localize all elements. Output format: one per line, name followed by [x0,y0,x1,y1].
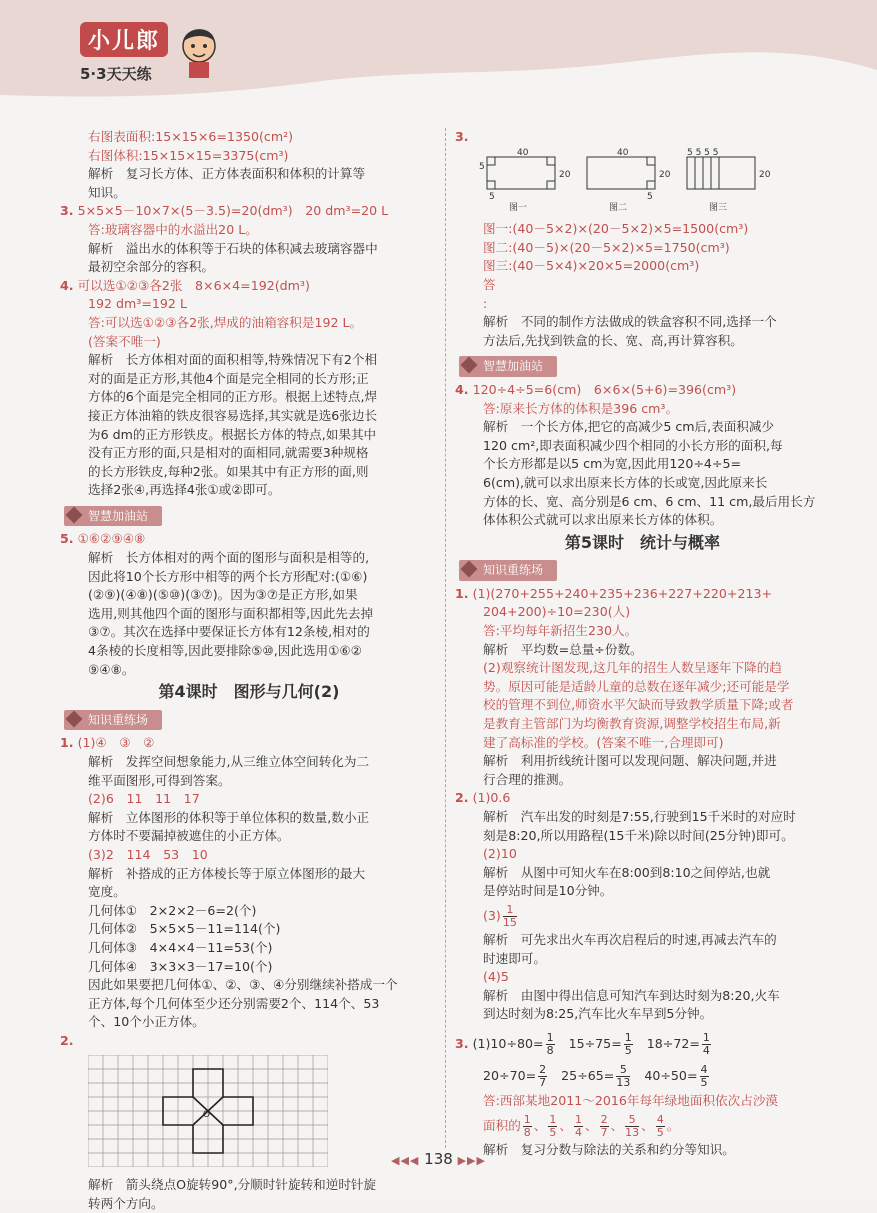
calc-line: 几何体② 5×5×5－11=114(个) [88,921,281,937]
question-3 [60,202,438,221]
analysis-line: 行合理的推测。 [483,771,572,787]
lesson-title: 第4课时 图形与几何(2) [158,682,340,702]
analysis-line: 知识。 [88,184,126,200]
fraction [548,1114,557,1139]
answer-line: (1)④ ③ ② [77,735,155,751]
section-bar: 知识重练场 [64,710,162,731]
series-title: 5·3天天练 [80,65,152,83]
fraction-denominator: 7 [600,1125,608,1139]
frac-expr [561,1062,632,1089]
fig2-name: 图二 [609,202,628,213]
analysis-line: 为6 dm的正方形铁皮。根据长方体的特点,如果其中 [88,426,377,442]
question-number: 1. [60,735,74,751]
analysis-line: 解析 不同的制作方法做成的铁盒容积不同,选择一个 [483,314,777,330]
analysis-line: 时速即可。 [483,950,546,966]
analysis-line: ③⑦。其次在选择中要保证长方体有12条棱,相对的 [88,624,370,640]
fraction-denominator: 15 [502,915,517,929]
question-number: 3. [455,129,469,144]
brand-title: 小儿郎 [80,22,168,57]
analysis-line: (②⑨)(④⑧)(⑤⑩)(③⑦)。因为③⑦是正方形,如果 [88,587,358,603]
analysis-line: 方体的长、宽、高分别是6 cm、6 cm、11 cm,最后用长方 [483,493,816,509]
fraction-numerator: 1 [503,904,517,917]
expr-text: 15÷75= [568,1035,622,1051]
fraction-numerator: 1 [549,1112,557,1126]
question-number: 2. [60,1032,74,1048]
analysis-line: 方体时不要漏掉被遮住的小正方体。 [88,828,290,844]
box-figures-svg [479,147,779,213]
lesson-title: 第5课时 统计与概率 [564,532,721,552]
analysis-line: 解析 一个长方体,把它的高减少5 cm后,表面积减少 [483,419,775,435]
analysis-line: 的长方形铁皮,每种2张。如果其中有正方形的面,则 [88,463,369,479]
analysis-line: 是停站时间是10分钟。 [483,883,613,899]
answer-line: (4)5 [483,969,509,985]
analysis-line: 体体积公式就可以求出原来长方体的体积。 [483,512,723,528]
answer-line: 建了高标准的学校。(答案不唯一,合理即可) [483,734,724,750]
analysis-line: 个长方形都是以5 cm为宽,因此用120÷4÷5= [483,456,742,472]
answer-line: (2)10 [483,846,517,862]
answer-line: (2)6 11 11 17 [88,791,200,807]
right-arrows-icon: ▶▶▶ [457,1154,486,1167]
analysis-line: 解析 可先求出火车再次启程后的时速,再减去汽车的 [483,931,777,947]
analysis-line: 方体的6个面是完全相同的正方形。根据上述特点,焊 [88,389,378,405]
expr-text: 25÷65= [561,1067,615,1083]
fraction-numerator: 2 [539,1062,547,1076]
fraction [546,1032,555,1057]
answer-prefix: (3) [483,907,501,923]
fraction-numerator: 1 [702,1030,710,1044]
fraction [503,904,517,929]
answer-line: ①⑥②⑨④⑧ [77,531,146,547]
answer-line: 右图表面积:15×15×6=1350(cm²) [88,129,294,144]
fraction [624,1032,633,1057]
fraction-numerator: 2 [600,1112,608,1126]
analysis-line: 方法后,先找到铁盒的长、宽、高,再计算容积。 [483,332,743,348]
question-number: 4. [60,277,74,293]
answer-line: 答:西部某地2011～2016年每年绿地面积依次占沙漠 [483,1092,779,1108]
answer-line: 204+200)÷10=230(人) [483,604,631,620]
expr-text: 20÷70= [483,1067,537,1083]
analysis-line: 解析 平均数=总量÷份数。 [483,641,643,657]
left-arrows-icon: ◀◀◀ [391,1154,420,1167]
fig3-top: 5 5 5 5 [687,147,719,158]
fraction-denominator: 13 [625,1125,640,1139]
answer-line: (1)0.6 [472,790,511,806]
answer-line: 答 [483,276,496,292]
answer-prefix: 面积的 [483,1117,521,1133]
fig2-length: 40 [617,147,629,158]
analysis-line: 最初空余部分的容积。 [88,259,214,275]
fig1-name: 图一 [509,202,528,213]
analysis-line: 解析 复习分数与除法的关系和约分等知识。 [483,1141,735,1157]
analysis-line: 解析 补搭成的正方体棱长等于原立体图形的最大 [88,865,366,881]
frac-expr [646,1030,713,1057]
answer-line: 120÷4÷5=6(cm) 6×6×(5+6)=396(cm³) [472,381,737,397]
analysis-line: 选择2张④,再选择4张①或②即可。 [88,482,281,498]
calc-line: 几何体① 2×2×2－6=2(个) [88,902,257,918]
analysis-line: 接正方体油箱的铁皮很容易选择,其实就是选6张边长 [88,407,378,423]
question-4 [455,381,830,400]
answer-line: 可以选①②③各2张 8×6×4=192(dm³) [77,277,310,293]
expr-text: 40÷50= [644,1067,698,1083]
section-1-question [60,734,438,753]
answer-line: 面积的 $\frac{1}{8}$ 、 $\frac{1}{5}$ 、 $\frac{1}{4}$ 、 $\frac{2}{7}$ 、 $\frac{5}{13}$ 、 $\frac{4}{5}$ 。 [483,1112,680,1139]
answer-line: 5×5×5－10×7×(5－3.5)=20(dm³) 20 dm³=20 L [77,203,389,219]
question-3-fractions [455,1028,830,1060]
frac-expr [483,1062,549,1089]
analysis-line: 解析 长方体相对的两个面的图形与面积是相等的, [88,550,370,566]
fraction-denominator: 8 [546,1043,554,1057]
fraction-denominator: 7 [539,1075,547,1089]
answer-line: 图三:(40－5×4)×20×5=2000(cm³) [483,258,700,274]
question-3-figures [455,128,830,147]
answer-line: 势。原因可能是适龄儿童的总数在逐年减少;还可能是学 [483,678,790,694]
calc-line: 几何体③ 4×4×4－11=53(个) [88,939,273,955]
analysis-line: 解析 从图中可知火车在8:00到8:10之间停站,也就 [483,864,771,880]
answer-line: 答:可以选①②③各2张,焊成的油箱容积是192 L。 [88,314,363,330]
fraction-denominator: 5 [549,1125,557,1139]
fraction [702,1032,711,1057]
fraction [616,1064,630,1089]
analysis-line: ⑨④⑧。 [88,661,135,677]
analysis-line: 选用,则其他四个面的图形与面积都相等,因此先去掉 [88,605,374,621]
analysis-line: 解析 溢出水的体积等于石块的体积减去玻璃容器中 [88,240,378,256]
fig1-length: 40 [517,147,529,158]
analysis-line: 到达时刻为8:25,汽车比火车早到5分钟。 [483,1006,713,1022]
question-number: 3. [455,1035,469,1051]
answer-line: : [483,295,488,311]
fraction [625,1114,639,1139]
fraction [523,1114,532,1139]
analysis-line: 个、10个小正方体。 [88,1014,205,1030]
answer-line: 是教育主管部门为均衡教育资源,调整学校招生布局,新 [483,716,781,732]
analysis-line: 解析 箭头绕点O旋转90°,分顺时针旋转和逆时针旋 [88,1177,377,1193]
fig3-side: 20 [759,169,771,180]
answer-line: 图二:(40－5)×(20－5×2)×5=1750(cm³) [483,239,730,255]
answer-line: 图一:(40－5×2)×(20－5×2)×5=1500(cm³) [483,221,749,237]
answer-line: (3)2 114 53 10 [88,846,208,862]
fraction-numerator: 1 [546,1030,554,1044]
fraction-numerator: 1 [574,1112,582,1126]
column-divider [445,128,446,1148]
analysis-line: 解析 发挥空间想象能力,从三维立体空间转化为二 [88,754,370,769]
fraction-denominator: 4 [702,1043,710,1057]
question-2 [455,789,830,808]
fig1-corner: 5 [489,191,495,202]
question-2 [60,1032,438,1051]
answer-line: 答:平均每年新招生230人。 [483,623,638,639]
analysis-line: 维平面图形,可得到答案。 [88,772,231,788]
fraction-denominator: 5 [656,1125,664,1139]
answer-line: 192 dm³=192 L [88,296,187,312]
fig1-corner: 5 [479,161,485,172]
point-o-label: O [203,1109,211,1120]
answer-line: 答:原来长方体的体积是396 cm³。 [483,400,679,416]
analysis-line: 刻是8:20,所以用路程(15千米)除以时间(25分钟)即可。 [483,827,794,843]
fraction [656,1114,665,1139]
right-column [455,128,830,1159]
analysis-line: 因此如果要把几何体①、②、③、④分别继续补搭成一个 [88,977,398,993]
analysis-line: 正方体,每个几何体至少还分别需要2个、114个、53 [88,995,380,1011]
analysis-line: 因此将10个长方形中相等的两个长方形配对:(①⑥) [88,568,368,584]
fraction [538,1064,547,1089]
question-number: 4. [455,381,469,397]
fig1-width: 20 [559,169,571,180]
analysis-line: 解析 长方体相对面的面积相等,特殊情况下有2个相 [88,352,378,368]
answer-line: (1)(270+255+240+235+236+227+220+213+ [472,585,773,601]
analysis-line: 解析 利用折线统计图可以发现问题、解决问题,并进 [483,753,777,769]
fraction [700,1064,709,1089]
expr-text: 18÷72= [646,1035,700,1051]
page-number: 138 [424,1150,453,1168]
calc-line: 几何体④ 3×3×3－17=10(个) [88,958,273,974]
fraction-denominator: 8 [523,1125,531,1139]
fraction [574,1114,583,1139]
question-number: 1. [455,585,469,601]
analysis-line: 宽度。 [88,884,126,900]
frac-expr [644,1062,710,1089]
section-1-question [455,585,830,604]
analysis-line: 120 cm²,即表面积减少四个相同的小长方形的面积,每 [483,437,783,453]
fraction-numerator: 1 [624,1030,632,1044]
question-number: 3. [60,203,74,219]
fig2-width: 20 [659,169,671,180]
analysis-line: 没有正方形的面,只是相对的面相同,就需要3种规格 [88,445,369,461]
answer-line: (2)观察统计图发现,这几年的招生人数呈逐年下降的趋 [483,660,782,676]
analysis-line: 解析 立体图形的体积等于单位体积的数量,数小正 [88,809,370,825]
section-bar: 知识重练场 [459,560,557,581]
fraction-numerator: 5 [625,1114,639,1127]
fraction-row [455,1060,830,1092]
analysis-line: 解析 复习长方体、正方体表面积和体积的计算等 [88,166,366,182]
answer-line: 右图体积:15×15×15=3375(cm³) [88,147,289,163]
analysis-line: 6(cm),就可以求出原来长方体的长或宽,因此原来长 [483,474,768,490]
mascot-icon [175,22,223,80]
fraction-numerator: 4 [700,1062,708,1076]
question-number: 2. [455,790,469,806]
analysis-line: 解析 汽车出发的时刻是7:55,行驶到15千米时的对应时 [483,809,796,824]
frac-expr [568,1030,635,1057]
analysis-line: 转两个方向。 [88,1195,164,1211]
fig3-name: 图三 [709,202,728,213]
fraction-denominator: 13 [616,1075,631,1089]
fraction [600,1114,609,1139]
logo [80,22,168,84]
section-bar: 智慧加油站 [64,506,162,527]
page-footer [0,1150,877,1168]
answer-line: (答案不唯一) [88,333,161,349]
frac-expr [472,1030,557,1057]
analysis-line: 4条棱的长度相等,因此要排除⑤⑩,因此选用①⑥② [88,643,362,659]
fraction-numerator: 5 [616,1064,630,1077]
left-column [60,128,438,1213]
question-5 [60,530,438,549]
box-figures [479,147,830,219]
answer-line: 校的管理不到位,师资水平欠缺而导致教学质量下降;或者 [483,697,794,713]
fraction-denominator: 4 [574,1125,582,1139]
answer-line [455,901,830,931]
question-number: 5. [60,531,74,547]
question-4 [60,277,438,296]
fraction-denominator: 5 [624,1043,632,1057]
fraction-denominator: 5 [700,1075,708,1089]
fraction-numerator: 1 [523,1112,531,1126]
fig2-corner: 5 [647,191,653,202]
expr-text: (1)10÷80= [472,1035,544,1051]
analysis-line: 解析 由图中得出信息可知汽车到达时刻为8:20,火车 [483,987,780,1003]
analysis-line: 对的面是正方形,其他4个面是完全相同的长方形;正 [88,370,369,386]
section-bar: 智慧加油站 [459,356,557,377]
answer-line: 答:玻璃容器中的水溢出20 L。 [88,221,258,237]
fraction-numerator: 4 [656,1112,664,1126]
